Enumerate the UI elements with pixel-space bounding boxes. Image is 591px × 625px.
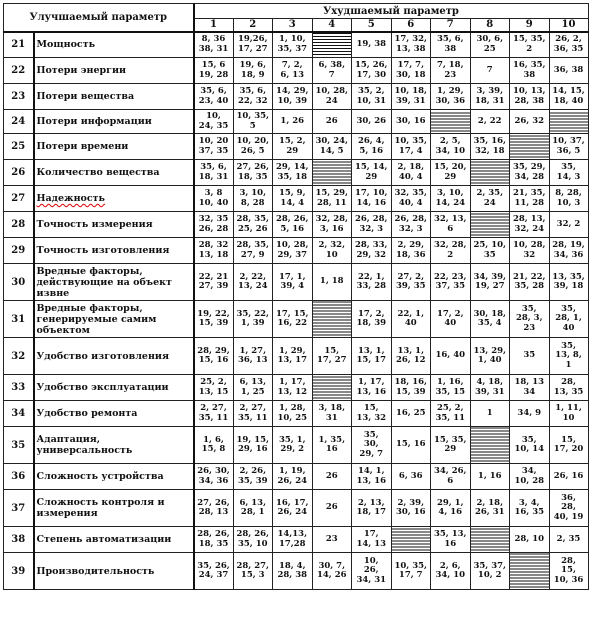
matrix-cell: 2, 35, 24	[470, 186, 510, 212]
parameter-name	[34, 338, 194, 375]
hatched-cell	[549, 110, 588, 134]
matrix-body	[4, 4, 589, 590]
hatched-cell	[510, 553, 550, 590]
table-row	[4, 160, 589, 186]
matrix-cell: 2, 32, 10	[312, 238, 352, 264]
matrix-cell: 29, 14, 35, 18	[273, 160, 313, 186]
matrix-cell: 26, 4, 5, 16	[352, 134, 392, 160]
parameter-name-text: Потери энергии	[36, 65, 127, 76]
matrix-cell: 22, 21 27, 39	[194, 264, 234, 301]
hatched-cell	[470, 160, 510, 186]
row-number: 32	[4, 338, 34, 375]
parameter-name	[34, 264, 194, 301]
parameter-name	[34, 490, 194, 527]
matrix-cell: 2, 26, 35, 39	[233, 464, 273, 490]
parameter-name	[34, 427, 194, 464]
header-row	[4, 4, 589, 19]
matrix-cell: 15, 29, 28, 11	[312, 186, 352, 212]
matrix-cell: 6, 38, 7	[312, 58, 352, 84]
matrix-cell: 35, 29, 34, 28	[510, 160, 550, 186]
matrix-cell: 28, 13, 35	[549, 375, 588, 401]
parameter-name	[34, 401, 194, 427]
table-row	[4, 464, 589, 490]
matrix-cell: 10, 37, 36, 5	[549, 134, 588, 160]
matrix-cell: 10, 20 37, 35	[194, 134, 234, 160]
parameter-name-text: Потери информации	[36, 116, 152, 127]
matrix-cell: 32, 28, 3, 16	[312, 212, 352, 238]
matrix-cell: 35, 26, 24, 37	[194, 553, 234, 590]
row-number: 33	[4, 375, 34, 401]
matrix-cell: 35, 10, 14	[510, 427, 550, 464]
parameter-name-text: Вредные факторы, генерируемые самим объектом	[36, 302, 157, 336]
matrix-cell: 32, 13, 6	[431, 212, 471, 238]
contradiction-matrix	[3, 3, 588, 619]
matrix-cell: 23	[312, 527, 352, 553]
parameter-name	[34, 32, 194, 58]
matrix-cell: 35, 2, 10, 31	[352, 84, 392, 110]
matrix-cell: 17, 32, 13, 38	[391, 32, 431, 58]
matrix-cell: 15, 6 19, 28	[194, 58, 234, 84]
matrix-cell: 1, 27, 36, 13	[233, 338, 273, 375]
matrix-cell: 17, 15, 16, 22	[273, 301, 313, 338]
matrix-cell: 28, 35, 27, 9	[233, 238, 273, 264]
column-header-6: 6	[391, 19, 431, 32]
matrix-cell: 2, 35	[549, 527, 588, 553]
matrix-cell: 27, 2, 39, 35	[391, 264, 431, 301]
matrix-cell: 19,26, 17, 27	[233, 32, 273, 58]
matrix-cell: 26, 16	[549, 464, 588, 490]
matrix-cell: 10, 28, 29, 37	[273, 238, 313, 264]
hatched-cell	[510, 134, 550, 160]
table-row	[4, 401, 589, 427]
parameter-name-text: Степень автоматизации	[36, 534, 172, 545]
matrix-cell: 10, 35, 5	[233, 110, 273, 134]
matrix-cell: 10, 28, 24	[312, 84, 352, 110]
column-header-5: 5	[352, 19, 392, 32]
matrix-cell: 17, 1, 39, 4	[273, 264, 313, 301]
matrix-cell: 17, 2, 18, 39	[352, 301, 392, 338]
table-row	[4, 212, 589, 238]
matrix-cell: 14, 15, 18, 40	[549, 84, 588, 110]
parameter-name-text: Точность изготовления	[36, 245, 170, 256]
matrix-cell: 3, 39, 18, 31	[470, 84, 510, 110]
matrix-cell: 15, 17, 27	[312, 338, 352, 375]
matrix-cell: 35, 6, 23, 40	[194, 84, 234, 110]
row-number: 30	[4, 264, 34, 301]
hatched-cell	[470, 212, 510, 238]
improving-param-header	[4, 4, 194, 32]
hatched-cell	[312, 301, 352, 338]
matrix-cell: 17, 2, 40	[431, 301, 471, 338]
matrix-cell: 36, 38	[549, 58, 588, 84]
matrix-cell: 2, 29, 18, 36	[391, 238, 431, 264]
parameter-name-text: Производительность	[36, 565, 155, 577]
matrix-cell: 25, 2, 35, 11	[431, 401, 471, 427]
matrix-cell: 1, 11, 10	[549, 401, 588, 427]
table-row	[4, 338, 589, 375]
matrix-cell: 35, 1, 29, 2	[273, 427, 313, 464]
matrix-cell: 35, 30, 29, 7	[352, 427, 392, 464]
column-header-7: 7	[431, 19, 471, 32]
matrix-cell: 2, 6, 34, 10	[431, 553, 471, 590]
table-row	[4, 238, 589, 264]
matrix-cell: 7, 2, 6, 13	[273, 58, 313, 84]
parameter-name-text: Потери вещества	[36, 91, 135, 102]
matrix-cell: 22, 1, 33, 28	[352, 264, 392, 301]
matrix-cell: 2, 27, 35, 11	[233, 401, 273, 427]
parameter-name	[34, 160, 194, 186]
matrix-cell: 35, 16, 32, 18	[470, 134, 510, 160]
column-header-4: 4	[312, 19, 352, 32]
matrix-cell: 17, 7, 30, 18	[391, 58, 431, 84]
table-row	[4, 110, 589, 134]
parameter-name	[34, 527, 194, 553]
matrix-cell: 22, 1, 40	[391, 301, 431, 338]
matrix-cell: 34, 10, 28	[510, 464, 550, 490]
matrix-cell: 2, 18, 40, 4	[391, 160, 431, 186]
matrix-cell: 30, 18, 35, 4	[470, 301, 510, 338]
table-row	[4, 134, 589, 160]
parameter-name-text: Удобство ремонта	[36, 408, 138, 419]
matrix-cell: 21, 35, 11, 28	[510, 186, 550, 212]
matrix-cell: 28, 13, 32, 24	[510, 212, 550, 238]
hatched-cell	[312, 160, 352, 186]
matrix-cell: 1, 16, 35, 15	[431, 375, 471, 401]
matrix-cell: 7	[470, 58, 510, 84]
matrix-cell: 26	[312, 490, 352, 527]
matrix-cell: 16, 17, 26, 24	[273, 490, 313, 527]
matrix-cell: 34, 39, 19, 27	[470, 264, 510, 301]
matrix-cell: 3, 18, 31	[312, 401, 352, 427]
matrix-cell: 1, 29, 13, 17	[273, 338, 313, 375]
parameter-name-text: Сложность контроля и измерения	[36, 497, 165, 519]
matrix-cell: 10, 20, 26, 5	[233, 134, 273, 160]
matrix-cell: 28, 35, 25, 26	[233, 212, 273, 238]
parameter-name-text: Количество вещества	[36, 167, 160, 178]
row-number: 29	[4, 238, 34, 264]
matrix-cell: 14, 1, 13, 16	[352, 464, 392, 490]
matrix-cell: 15, 17, 20	[549, 427, 588, 464]
parameter-name	[34, 110, 194, 134]
matrix-cell: 10, 24, 35	[194, 110, 234, 134]
parameter-name	[34, 375, 194, 401]
matrix-cell: 26	[312, 110, 352, 134]
parameter-name-text: Удобство эксплуатации	[36, 382, 169, 393]
matrix-cell: 1, 17, 13, 12	[273, 375, 313, 401]
table-row	[4, 301, 589, 338]
matrix-cell: 13, 1, 15, 17	[352, 338, 392, 375]
worsening-param-header: Ухудшаемый параметр	[194, 4, 589, 19]
matrix-cell: 26, 2, 36, 35	[549, 32, 588, 58]
parameter-name-text: Вредные факторы, действующие на объект извне	[36, 265, 172, 299]
hatched-cell	[431, 110, 471, 134]
matrix-cell: 28, 29, 15, 16	[194, 338, 234, 375]
matrix-cell: 19, 38	[352, 32, 392, 58]
matrix-cell: 35, 6, 18, 31	[194, 160, 234, 186]
matrix-cell: 29, 1, 4, 16	[431, 490, 471, 527]
table-row	[4, 527, 589, 553]
column-header-10: 10	[549, 19, 588, 32]
column-header-3: 3	[273, 19, 313, 32]
matrix-cell: 18, 16, 15, 39	[391, 375, 431, 401]
matrix-cell: 1, 29, 30, 36	[431, 84, 471, 110]
matrix-cell: 1, 18	[312, 264, 352, 301]
matrix-cell: 26, 30, 34, 36	[194, 464, 234, 490]
matrix-cell: 2, 18, 26, 31	[470, 490, 510, 527]
matrix-table	[3, 3, 589, 590]
matrix-cell: 1, 35, 16	[312, 427, 352, 464]
matrix-cell: 27, 26, 18, 35	[233, 160, 273, 186]
parameter-name	[34, 553, 194, 590]
matrix-cell: 19, 15, 29, 16	[233, 427, 273, 464]
matrix-cell: 34, 26, 6	[431, 464, 471, 490]
matrix-cell: 26, 28, 32, 3	[391, 212, 431, 238]
row-number: 26	[4, 160, 34, 186]
matrix-cell: 3, 8 10, 40	[194, 186, 234, 212]
table-row	[4, 427, 589, 464]
matrix-cell: 13, 29, 1, 40	[470, 338, 510, 375]
matrix-cell: 14, 29, 10, 39	[273, 84, 313, 110]
matrix-cell: 32, 35 26, 28	[194, 212, 234, 238]
row-number: 39	[4, 553, 34, 590]
row-number: 34	[4, 401, 34, 427]
matrix-cell: 1, 16	[470, 464, 510, 490]
matrix-cell: 25, 10, 35	[470, 238, 510, 264]
matrix-cell: 10, 28, 32	[510, 238, 550, 264]
matrix-cell: 10, 13, 28, 38	[510, 84, 550, 110]
hatched-cell	[470, 427, 510, 464]
column-header-9: 9	[510, 19, 550, 32]
row-number: 23	[4, 84, 34, 110]
parameter-name	[34, 464, 194, 490]
row-number: 22	[4, 58, 34, 84]
matrix-cell: 1, 26	[273, 110, 313, 134]
matrix-cell: 35, 13, 8, 1	[549, 338, 588, 375]
matrix-cell: 2, 5, 34, 10	[431, 134, 471, 160]
matrix-cell: 15, 20, 29	[431, 160, 471, 186]
parameter-name	[34, 212, 194, 238]
matrix-cell: 28, 19, 34, 36	[549, 238, 588, 264]
parameter-name-text: Сложность устройства	[36, 471, 164, 482]
matrix-cell: 30, 16	[391, 110, 431, 134]
matrix-cell: 35, 6, 38	[431, 32, 471, 58]
hatched-cell	[312, 32, 352, 58]
matrix-cell: 15, 16	[391, 427, 431, 464]
matrix-cell: 22, 23, 37, 35	[431, 264, 471, 301]
matrix-cell: 7, 18, 23	[431, 58, 471, 84]
matrix-cell: 35, 22, 1, 39	[233, 301, 273, 338]
table-row	[4, 186, 589, 212]
table-row	[4, 490, 589, 527]
row-number: 36	[4, 464, 34, 490]
matrix-cell: 2, 13, 18, 17	[352, 490, 392, 527]
parameter-name	[34, 301, 194, 338]
matrix-cell: 15, 35, 29	[431, 427, 471, 464]
matrix-cell: 19, 22, 15, 39	[194, 301, 234, 338]
parameter-name-text: Удобство изготовления	[36, 350, 169, 362]
row-number: 37	[4, 490, 34, 527]
parameter-name	[34, 58, 194, 84]
matrix-cell: 35, 37, 10, 2	[470, 553, 510, 590]
matrix-cell: 17, 10, 14, 16	[352, 186, 392, 212]
table-row	[4, 553, 589, 590]
parameter-name	[34, 84, 194, 110]
matrix-cell: 28, 15, 10, 36	[549, 553, 588, 590]
table-row	[4, 58, 589, 84]
matrix-cell: 26, 28, 32, 3	[352, 212, 392, 238]
column-header-2: 2	[233, 19, 273, 32]
matrix-cell: 19, 6, 18, 9	[233, 58, 273, 84]
row-number: 28	[4, 212, 34, 238]
parameter-name	[34, 134, 194, 160]
matrix-cell: 1, 17, 13, 16	[352, 375, 392, 401]
matrix-cell: 28, 26, 18, 35	[194, 527, 234, 553]
matrix-cell: 16, 40	[431, 338, 471, 375]
matrix-cell: 28, 10	[510, 527, 550, 553]
matrix-cell: 14,13, 17,28	[273, 527, 313, 553]
matrix-cell: 6, 36	[391, 464, 431, 490]
matrix-cell: 15, 2, 29	[273, 134, 313, 160]
matrix-cell: 6, 13, 28, 1	[233, 490, 273, 527]
parameter-name	[34, 238, 194, 264]
matrix-cell: 2, 22, 13, 24	[233, 264, 273, 301]
matrix-cell: 1, 28, 10, 25	[273, 401, 313, 427]
matrix-cell: 32, 35, 40, 4	[391, 186, 431, 212]
table-row	[4, 375, 589, 401]
parameter-name-text: Надежность	[36, 193, 106, 204]
matrix-cell: 10, 26, 34, 31	[352, 553, 392, 590]
row-number: 21	[4, 32, 34, 58]
matrix-cell: 3, 4, 16, 35	[510, 490, 550, 527]
matrix-cell: 13, 1, 26, 12	[391, 338, 431, 375]
row-number: 27	[4, 186, 34, 212]
matrix-cell: 2, 39, 30, 16	[391, 490, 431, 527]
matrix-cell: 32, 2	[549, 212, 588, 238]
matrix-cell: 1	[470, 401, 510, 427]
row-number: 25	[4, 134, 34, 160]
parameter-name-text: Потери времени	[36, 141, 129, 152]
matrix-cell: 28, 27, 15, 3	[233, 553, 273, 590]
matrix-cell: 8, 28, 10, 3	[549, 186, 588, 212]
improving-param-label: Улучшаемый параметр	[29, 11, 168, 23]
row-number: 24	[4, 110, 34, 134]
parameter-name-text: Адаптация, универсальность	[36, 434, 133, 456]
matrix-cell: 28, 26, 5, 16	[273, 212, 313, 238]
table-row	[4, 264, 589, 301]
matrix-cell: 35, 14, 3	[549, 160, 588, 186]
parameter-name	[34, 186, 194, 212]
matrix-cell: 16, 35, 38	[510, 58, 550, 84]
hatched-cell	[312, 375, 352, 401]
matrix-cell: 25, 2, 13, 15	[194, 375, 234, 401]
matrix-cell: 10, 35, 17, 4	[391, 134, 431, 160]
hatched-cell	[391, 527, 431, 553]
matrix-cell: 16, 25	[391, 401, 431, 427]
matrix-cell: 15, 14, 29	[352, 160, 392, 186]
matrix-cell: 3, 10, 8, 28	[233, 186, 273, 212]
matrix-cell: 1, 10, 35, 37	[273, 32, 313, 58]
matrix-cell: 26	[312, 464, 352, 490]
row-number: 31	[4, 301, 34, 338]
matrix-cell: 36, 28, 40, 19	[549, 490, 588, 527]
row-number: 35	[4, 427, 34, 464]
matrix-cell: 28, 32 13, 18	[194, 238, 234, 264]
matrix-cell: 18, 4, 28, 38	[273, 553, 313, 590]
matrix-cell: 28, 26, 35, 10	[233, 527, 273, 553]
hatched-cell	[470, 527, 510, 553]
matrix-cell: 35	[510, 338, 550, 375]
parameter-name-text: Точность измерения	[36, 219, 153, 230]
table-row	[4, 32, 589, 58]
matrix-cell: 1, 19, 26, 24	[273, 464, 313, 490]
matrix-cell: 21, 22, 35, 28	[510, 264, 550, 301]
matrix-cell: 35, 28, 3, 23	[510, 301, 550, 338]
matrix-cell: 35, 13, 16	[431, 527, 471, 553]
matrix-cell: 30, 26	[352, 110, 392, 134]
matrix-cell: 32, 28, 2	[431, 238, 471, 264]
matrix-cell: 35, 6, 22, 32	[233, 84, 273, 110]
matrix-cell: 2, 22	[470, 110, 510, 134]
matrix-cell: 1, 6, 15, 8	[194, 427, 234, 464]
row-number: 38	[4, 527, 34, 553]
matrix-cell: 13, 35, 39, 18	[549, 264, 588, 301]
matrix-cell: 4, 18, 39, 31	[470, 375, 510, 401]
matrix-cell: 10, 18, 39, 31	[391, 84, 431, 110]
matrix-cell: 15, 9, 14, 4	[273, 186, 313, 212]
matrix-cell: 10, 35, 17, 7	[391, 553, 431, 590]
matrix-cell: 34, 9	[510, 401, 550, 427]
column-header-8: 8	[470, 19, 510, 32]
matrix-cell: 18, 13 34	[510, 375, 550, 401]
matrix-cell: 27, 26, 28, 13	[194, 490, 234, 527]
table-row	[4, 84, 589, 110]
matrix-cell: 30, 24, 14, 5	[312, 134, 352, 160]
matrix-cell: 26, 32	[510, 110, 550, 134]
matrix-cell: 17, 14, 13	[352, 527, 392, 553]
matrix-cell: 28, 33, 29, 32	[352, 238, 392, 264]
matrix-cell: 15, 35, 2	[510, 32, 550, 58]
matrix-cell: 6, 13, 1, 25	[233, 375, 273, 401]
matrix-cell: 8, 36 38, 31	[194, 32, 234, 58]
matrix-cell: 15, 26, 17, 30	[352, 58, 392, 84]
matrix-cell: 35, 28, 1, 40	[549, 301, 588, 338]
parameter-name-text: Мощность	[36, 39, 96, 51]
column-header-1: 1	[194, 19, 234, 32]
matrix-cell: 15, 13, 32	[352, 401, 392, 427]
matrix-cell: 30, 6, 25	[470, 32, 510, 58]
matrix-cell: 2, 27, 35, 11	[194, 401, 234, 427]
matrix-cell: 3, 10, 14, 24	[431, 186, 471, 212]
matrix-cell: 30, 7, 14, 26	[312, 553, 352, 590]
